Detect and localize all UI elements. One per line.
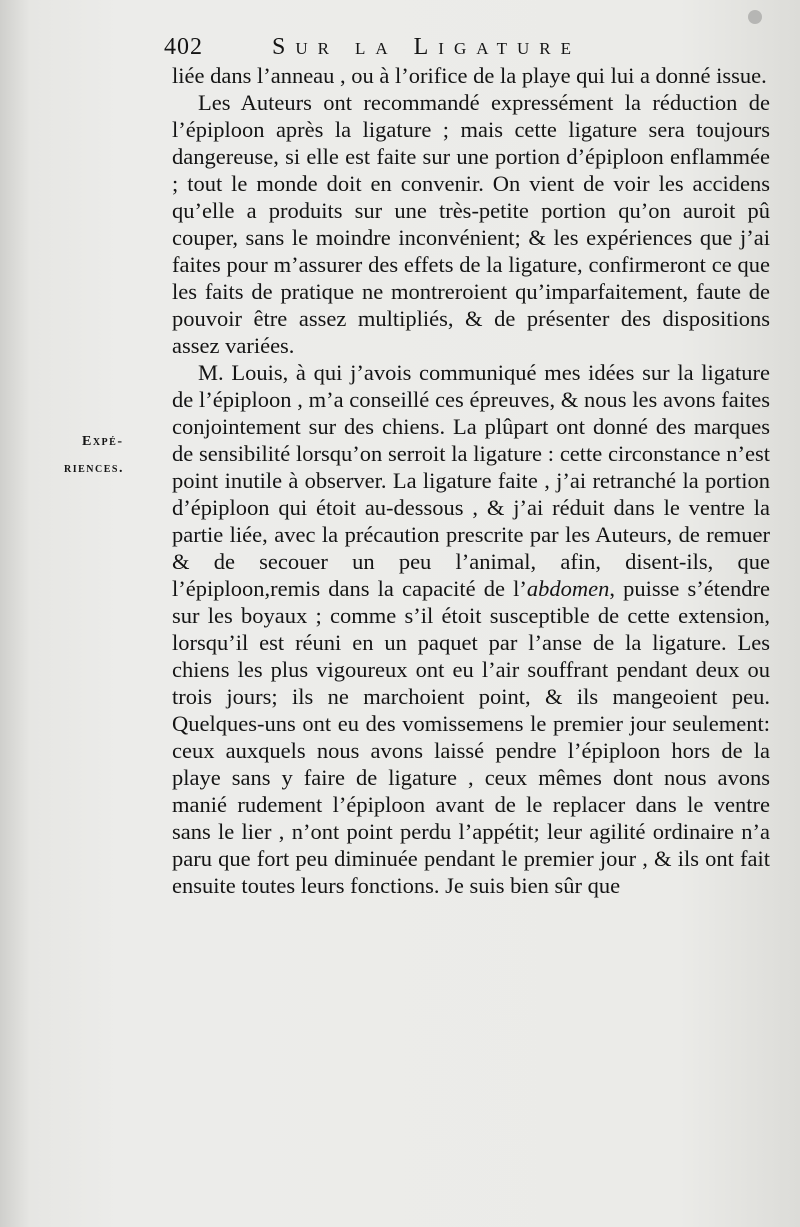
- paragraph: liée dans l’anneau , ou à l’orifice de la playe qui lui a donné issue.: [172, 63, 767, 88]
- paragraph: Les Auteurs ont recommandé expressément la réduction de l’épiploon après la ligature ; mais cette ligature sera toujours dangereuse, si elle est faite sur une portion d’épiploon enflammée ; tout le monde doit en convenir. On vient de voir les accidens qu’elle a produits sur une très-petite portion qu’on auroit pû couper, sans le moindre inconvénient; & les expériences que j’ai faites pour m’assurer des effets de la ligature, confirmeront ce que les faits de pratique ne montreroient qu’imparfaitement, faute de pouvoir être assez multipliés, & de présenter des dispositions assez variées.: [172, 90, 770, 358]
- page-number: 402: [164, 34, 203, 60]
- italic-word: abdomen: [526, 576, 610, 601]
- paragraph-text: , puisse s’étendre sur les boyaux ; comme s’il étoit susceptible de cette extension, lorsqu’il est réuni en un paquet par l’anse de la ligature. Les chiens les plus vigoureux ont eu l’air souffrant pendant deux ou trois jours; ils ne marchoient point, & ils mangeoient peu. Quelques-uns ont eu des vomissemens le premier jour seulement: ceux auxquels nous avons laissé pendre l’épiploon hors de la playe sans y faire de ligature , ceux mêmes dont nous avons manié rudement l’épiploon avant de le replacer dans le ventre sans le lier , n’ont point perdu l’appétit; leur agilité ordinaire n’a paru que fort peu diminuée pendant le premier jour , & ils ont fait ensuite toutes leurs fonctions. Je suis bien sûr que: [172, 576, 770, 898]
- paragraph-text: M. Louis, à qui j’avois communiqué mes idées sur la ligature de l’épiploon , m’a conseillé ces épreuves, & nous les avons faites conjointement sur des chiens. La plûpart ont donné des marques de sensibilité lorsqu’on serroit la ligature : cette circonstance n’est point inutile à observer. La ligature faite , j’ai retranché la portion d’épiploon qui étoit au-dessous , & j’ai réduit dans le ventre la partie liée, avec la précaution prescrite par les Auteurs, de remuer & de secouer un peu l’animal, afin, disent-ils, que l’épiploon,remis dans la capacité de l’: [172, 360, 770, 601]
- margin-note: [64, 428, 164, 482]
- body-text: [172, 62, 770, 899]
- running-head: Sur la Ligature: [272, 34, 581, 60]
- paragraph: [172, 359, 770, 899]
- margin-note-line: riences.: [64, 461, 124, 476]
- ink-stain: [748, 10, 762, 24]
- margin-note-line: Expé-: [82, 434, 124, 449]
